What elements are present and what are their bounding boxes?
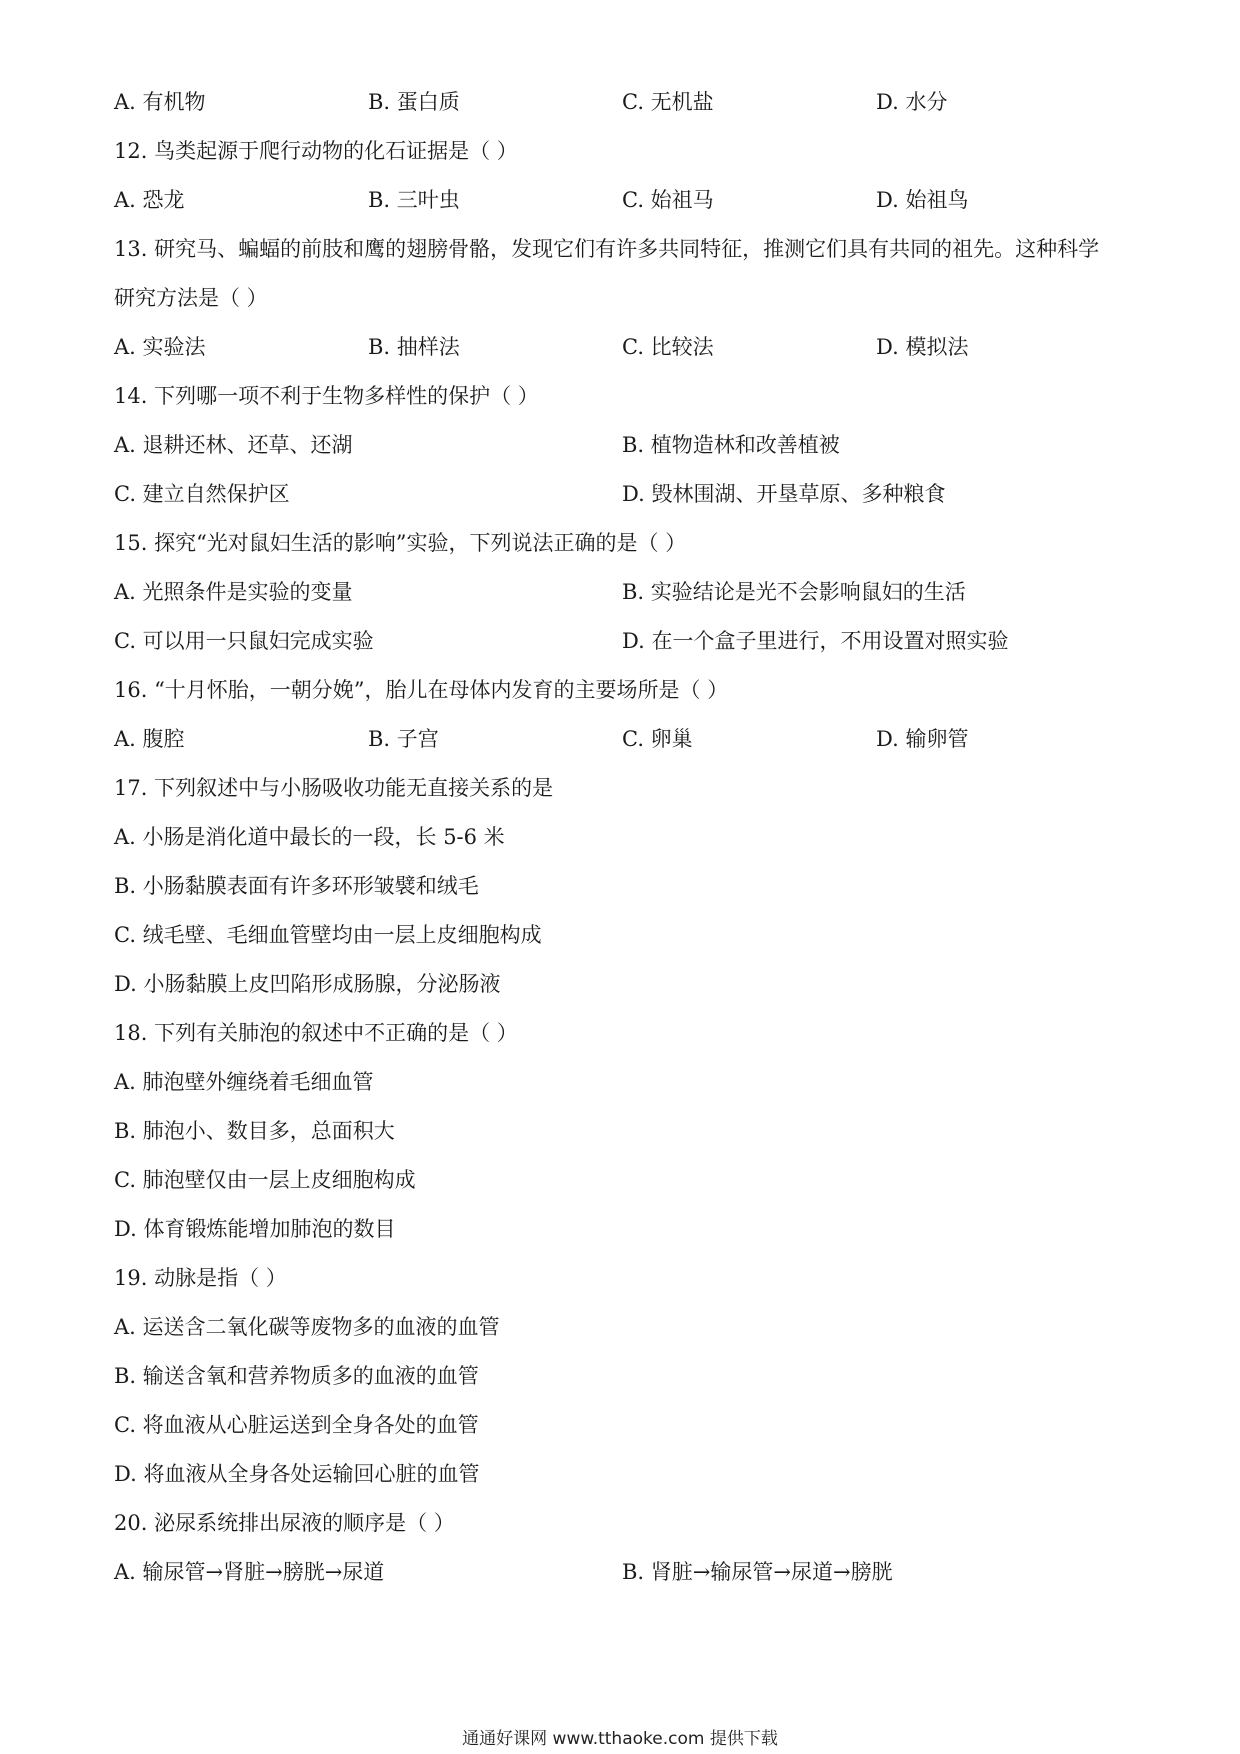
answer-option: A. 腹腔: [114, 727, 185, 751]
answer-option: B. 蛋白质: [368, 90, 460, 114]
answer-option: D. 输卵管: [876, 727, 969, 751]
answer-option: A. 有机物: [114, 90, 206, 114]
answer-option: B. 实验结论是光不会影响鼠妇的生活: [622, 580, 966, 604]
answer-option: A. 实验法: [114, 335, 206, 359]
question-text: 19. 动脉是指（ ）: [114, 1266, 287, 1290]
answer-option: B. 输送含氧和营养物质多的血液的血管: [114, 1364, 479, 1388]
answer-option: C. 绒毛壁、毛细血管壁均由一层上皮细胞构成: [114, 923, 542, 947]
answer-option: D. 毁林围湖、开垦草原、多种粮食: [622, 482, 946, 506]
answer-option: C. 建立自然保护区: [114, 482, 290, 506]
answer-option: A. 小肠是消化道中最长的一段，长 5-6 米: [114, 825, 505, 849]
question-text: 18. 下列有关肺泡的叙述中不正确的是（ ）: [114, 1021, 518, 1045]
question-text: 研究方法是（ ）: [114, 286, 268, 310]
answer-option: A. 输尿管→肾脏→膀胱→尿道: [114, 1560, 385, 1584]
answer-option: B. 肺泡小、数目多，总面积大: [114, 1119, 395, 1143]
question-text: 15. 探究“光对鼠妇生活的影响”实验，下列说法正确的是（ ）: [114, 531, 687, 555]
answer-option: C. 始祖马: [622, 188, 714, 212]
answer-option: A. 光照条件是实验的变量: [114, 580, 353, 604]
answer-option: C. 将血液从心脏运送到全身各处的血管: [114, 1413, 479, 1437]
answer-option: B. 三叶虫: [368, 188, 460, 212]
answer-option: A. 退耕还林、还草、还湖: [114, 433, 353, 457]
answer-option: C. 肺泡壁仅由一层上皮细胞构成: [114, 1168, 416, 1192]
answer-option: B. 小肠黏膜表面有许多环形皱襞和绒毛: [114, 874, 479, 898]
answer-option: D. 模拟法: [876, 335, 969, 359]
answer-option: C. 比较法: [622, 335, 714, 359]
answer-option: D. 在一个盒子里进行，不用设置对照实验: [622, 629, 1009, 653]
question-text: 17. 下列叙述中与小肠吸收功能无直接关系的是: [114, 776, 554, 800]
answer-option: D. 小肠黏膜上皮凹陷形成肠腺，分泌肠液: [114, 972, 501, 996]
question-text: 16. “十月怀胎，一朝分娩”，胎儿在母体内发育的主要场所是（ ）: [114, 678, 729, 702]
question-text: 14. 下列哪一项不利于生物多样性的保护（ ）: [114, 384, 539, 408]
answer-option: D. 水分: [876, 90, 948, 114]
answer-option: D. 始祖鸟: [876, 188, 969, 212]
answer-option: C. 可以用一只鼠妇完成实验: [114, 629, 374, 653]
question-text: 13. 研究马、蝙蝠的前肢和鹰的翅膀骨骼，发现它们有许多共同特征，推测它们具有共同的祖先。这种科学: [114, 237, 1100, 261]
question-text: 12. 鸟类起源于爬行动物的化石证据是（ ）: [114, 139, 518, 163]
answer-option: C. 无机盐: [622, 90, 714, 114]
answer-option: B. 抽样法: [368, 335, 460, 359]
answer-option: A. 恐龙: [114, 188, 185, 212]
answer-option: A. 运送含二氧化碳等废物多的血液的血管: [114, 1315, 500, 1339]
answer-option: A. 肺泡壁外缠绕着毛细血管: [114, 1070, 374, 1094]
answer-option: B. 子宫: [368, 727, 439, 751]
answer-option: B. 肾脏→输尿管→尿道→膀胱: [622, 1560, 893, 1584]
question-text: 20. 泌尿系统排出尿液的顺序是（ ）: [114, 1511, 455, 1535]
page-footer: 通通好课网 www.tthaoke.com 提供下载: [462, 1729, 778, 1749]
answer-option: D. 将血液从全身各处运输回心脏的血管: [114, 1462, 480, 1486]
answer-option: D. 体育锻炼能增加肺泡的数目: [114, 1217, 396, 1241]
answer-option: B. 植物造林和改善植被: [622, 433, 840, 457]
answer-option: C. 卵巢: [622, 727, 693, 751]
